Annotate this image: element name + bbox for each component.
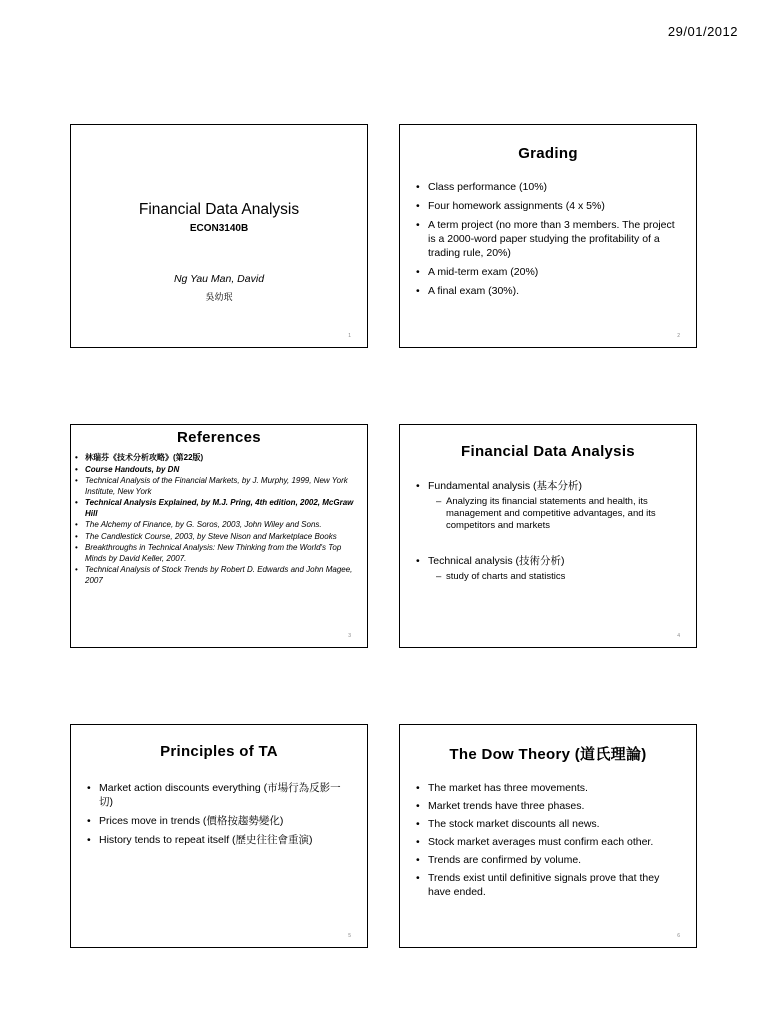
- slide-page-number: 6: [677, 933, 680, 939]
- list-item: • The Alchemy of Finance, by G. Soros, 2003, John Wiley and Sons.: [75, 520, 363, 531]
- slide-title: References: [177, 429, 261, 446]
- list-item: • Breakthroughs in Technical Analysis: New Thinking from the World's Top Minds by David Keller, 2007.: [75, 543, 363, 564]
- list-item: • Class performance (10%): [416, 180, 682, 194]
- slide-page-number: 4: [677, 633, 680, 639]
- author-name: Ng Yau Man, David: [173, 273, 265, 285]
- list-item: • Course Handouts, by DN: [75, 465, 363, 476]
- list-item: • Prices move in trends (價格按趨勢變化): [87, 814, 353, 828]
- list-item: [416, 554, 682, 583]
- grading-list: [416, 180, 682, 303]
- list-item: • The Candlestick Course, 2003, by Steve Nison and Marketplace Books: [75, 532, 363, 543]
- list-item: [416, 479, 682, 532]
- list-item: • Technical Analysis of Stock Trends by Robert D. Edwards and John Magee, 2007: [75, 565, 363, 586]
- slide-5: [70, 724, 368, 948]
- list-item: • Trends are confirmed by volume.: [416, 853, 682, 867]
- list-item: • Technical Analysis of the Financial Markets, by J. Murphy, 1999, New York Institute, New York: [75, 476, 363, 497]
- list-subitem: – study of charts and statistics: [428, 571, 682, 583]
- list-item: • Technical Analysis Explained, by M.J. Pring, 4th edition, 2002, McGraw Hill: [75, 498, 363, 519]
- slide-title: Financial Data Analysis: [461, 443, 635, 460]
- list-item: • The market has three movements.: [416, 781, 682, 795]
- page-date: 29/01/2012: [667, 24, 738, 39]
- list-item: • Trends exist until definitive signals prove that they have ended.: [416, 871, 682, 899]
- slide-6: [399, 724, 697, 948]
- list-item: • A term project (no more than 3 members. The project is a 2000-word paper studying the profitability of a trading rule, 20%): [416, 218, 682, 260]
- author-chinese-name: 吳幼珉: [205, 292, 233, 302]
- slide-title: The Dow Theory (道氏理論): [449, 746, 647, 763]
- references-list: [75, 453, 363, 587]
- slide-page-number: 5: [348, 933, 351, 939]
- principles-list: [87, 781, 353, 852]
- list-item-label: Fundamental analysis (基本分析): [428, 480, 583, 492]
- list-item: • A mid-term exam (20%): [416, 265, 682, 279]
- list-item: • Four homework assignments (4 x 5%): [416, 199, 682, 213]
- list-item-label: Technical analysis (技術分析): [428, 555, 565, 567]
- dow-theory-list: [416, 781, 682, 903]
- analysis-list: [416, 479, 682, 605]
- list-item: • 林瑞芬《技术分析攻略》(第22版): [75, 453, 363, 464]
- list-item: • A final exam (30%).: [416, 284, 682, 298]
- slide-4: [399, 424, 697, 648]
- list-item: • Stock market averages must confirm each other.: [416, 835, 682, 849]
- list-item: • Market trends have three phases.: [416, 799, 682, 813]
- course-code: ECON3140B: [189, 223, 249, 234]
- slide-page-number: 3: [348, 633, 351, 639]
- list-item: • Market action discounts everything (市場行為反影一切): [87, 781, 353, 809]
- slide-2: [399, 124, 697, 348]
- list-item: • History tends to repeat itself (歷史往往會重演): [87, 833, 353, 847]
- slide-page-number: 1: [348, 333, 351, 339]
- slide-title: Financial Data Analysis: [138, 201, 300, 218]
- slide-1: [70, 124, 368, 348]
- slide-page-number: 2: [677, 333, 680, 339]
- slide-3: [70, 424, 368, 648]
- slide-title: Principles of TA: [160, 743, 278, 760]
- list-item: • The stock market discounts all news.: [416, 817, 682, 831]
- list-subitem: – Analyzing its financial statements and health, its management and competitive advantages, and its competitors and markets: [428, 496, 682, 532]
- slide-title: Grading: [518, 145, 578, 162]
